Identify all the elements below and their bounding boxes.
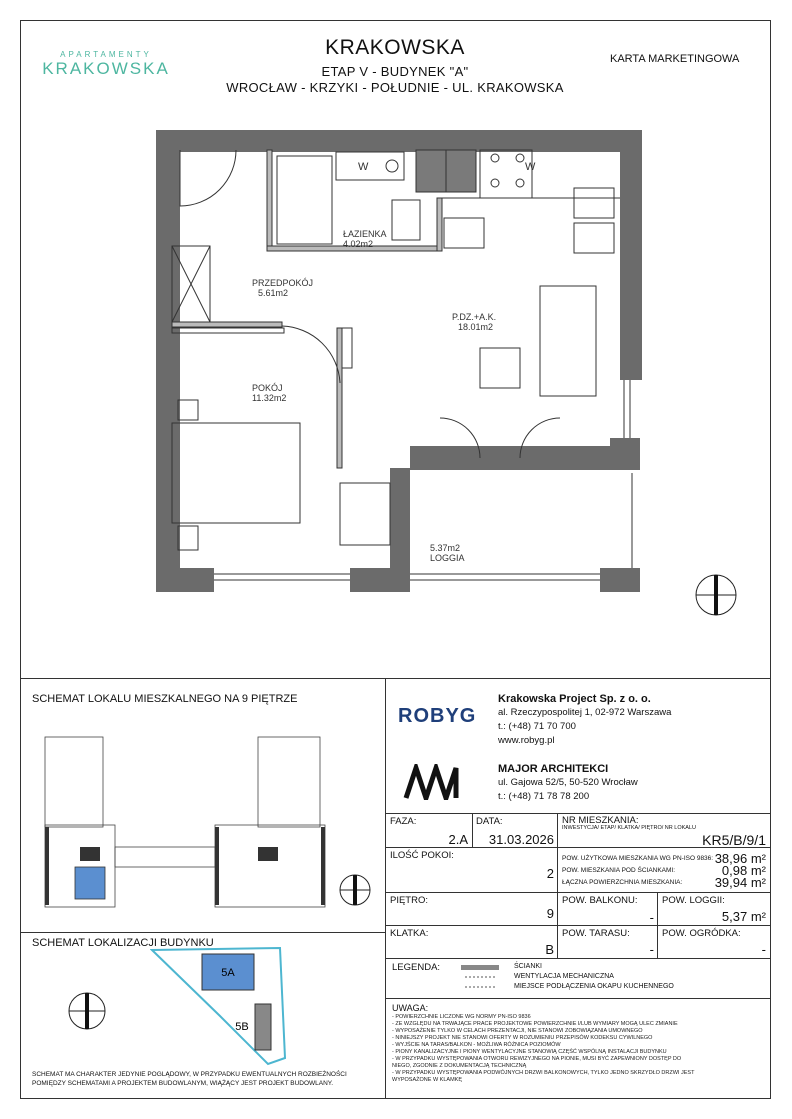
note-5: - WYJŚCIE NA TARAS/BALKON - MOŻLIWA RÓŻNICA POZIOMÓW (392, 1042, 561, 1048)
developer-info (498, 692, 671, 748)
pu-label: POW. UŻYTKOWA MIESZKANIA WG PN-ISO 9836: (562, 855, 714, 862)
robyg-logo: ROBYG (398, 705, 477, 727)
loggia-label: POW. LOGGII: (662, 895, 725, 906)
architect-name: MAJOR ARCHITEKCI (498, 763, 609, 775)
schema-compass-icon (338, 873, 372, 907)
developer-phone: t.: (+48) 71 70 700 (498, 721, 576, 732)
room-loggia-name: LOGGIA (430, 553, 465, 563)
notes-title: UWAGA: (392, 1003, 429, 1013)
logo (36, 50, 176, 80)
building-schema-title: SCHEMAT LOKALIZACJI BUDYNKU (32, 937, 214, 949)
pietro-value: 9 (546, 906, 554, 921)
ventilation-w1: W (358, 161, 369, 173)
notes (392, 1003, 767, 1084)
table-row5 (385, 958, 771, 959)
room-pokoj-name: POKÓJ (252, 383, 283, 393)
north-compass-icon (693, 572, 739, 618)
ps-label: POW. MIESZKANIA POD ŚCIANKAMI: (562, 867, 676, 874)
divider-schema (20, 932, 385, 933)
klatka-label: KLATKA: (390, 928, 429, 939)
room-przedpokoj (252, 278, 313, 298)
pu-value: 38,96 m² (714, 851, 766, 866)
legend-item-wentylacja: WENTYLACJA MECHANICZNA (514, 973, 614, 980)
developer-address: al. Rzeczypospolitej 1, 02-972 Warszawa (498, 707, 672, 718)
legend-icons (455, 962, 505, 994)
pl-value: 39,94 m² (714, 875, 766, 890)
note-3: - WYPOSAŻENIE TYLKO W CELACH PREZENTACJI, NIE STANOWI ZOBOWIĄZANIA UMOWNEGO (392, 1028, 643, 1034)
room-pokoj (252, 383, 286, 403)
room-pdz (452, 312, 496, 332)
faza-value: 2.A (448, 832, 468, 847)
location-compass-icon (66, 990, 108, 1032)
architect-info (498, 762, 638, 804)
floor-plan (150, 128, 650, 598)
card-type: KARTA MARKETINGOWA (610, 53, 740, 65)
legend-title: LEGENDA: (392, 962, 441, 973)
building-5b-label: 5B (235, 1021, 249, 1033)
room-lazienka-name: ŁAZIENKA (343, 229, 387, 239)
nr-value: KR5/B/9/1 (702, 832, 766, 848)
nr-label: NR MIESZKANIA: (562, 815, 639, 826)
klatka-value: B (545, 942, 554, 957)
ogrodka-value: - (761, 942, 766, 957)
note-2: - ZE WZGLĘDU NA TRWAJĄCE PRACE PROJEKTOWE POWIERZCHNIE I/LUB WYMIARY MOGĄ ULEC ZMIANIE (392, 1021, 678, 1027)
loggia-value: 5,37 m² (721, 909, 766, 924)
location-text: WROCŁAW - KRZYKI - POŁUDNIE - UL. KRAKOWSKA (226, 80, 564, 95)
table-col3 (657, 892, 658, 958)
legend-item-scianki: ŚCIANKI (514, 963, 543, 970)
balkon-label: POW. BALKONU: (562, 895, 638, 906)
logo-line2: KRAKOWSKA (42, 59, 170, 78)
note-6: - PIONY KANALIZACYJNE I PIONY WENTYLACYJNE STANOWIĄ CZĘŚĆ WSPÓLNĄ INSTALACJI BUDYNKU (392, 1049, 667, 1055)
data-value: 31.03.2026 (488, 832, 554, 847)
note-1: - POWIERZCHNIE LICZONE WG NORMY PN-ISO 9836 (392, 1014, 531, 1020)
ventilation-w2: W (525, 161, 536, 173)
divider-vertical (385, 678, 386, 1099)
note-9: - W PRZYPADKU WYSTĘPOWANIA PODWÓJNYCH DRZWI BALKONOWYCH, TYLKO JEDNO SKRZYDŁO DRZWI JEST (392, 1070, 695, 1076)
developer-name: Krakowska Project Sp. z o. o. (498, 693, 651, 705)
room-lazienka-area: 4.02m2 (343, 239, 374, 249)
floor-schema-title: SCHEMAT LOKALU MIESZKALNEGO NA 9 PIĘTRZE (32, 693, 298, 705)
room-pokoj-area: 11.32m2 (252, 393, 287, 403)
divider-middle (20, 678, 771, 679)
developer-web: www.robyg.pl (498, 735, 555, 746)
room-loggia (430, 543, 465, 563)
taras-label: POW. TARASU: (562, 928, 630, 939)
table-row4 (385, 925, 771, 926)
pietro-label: PIĘTRO: (390, 895, 429, 906)
room-loggia-area: 5.37m2 (430, 543, 461, 553)
pl-label: ŁĄCZNA POWIERZCHNIA MIESZKANIA: (562, 879, 683, 886)
page-title: KRAKOWSKA (325, 36, 465, 59)
architect-logo-icon (402, 764, 462, 800)
disclaimer-line2: POMIĘDZY SCHEMATAMI A PROJEKTEM BUDOWLANYM, WIĄŻĄCY JEST PROJEKT BUDOWLANY. (32, 1080, 334, 1087)
room-przedpokoj-area: 5.61m2 (258, 288, 289, 298)
room-przedpokoj-name: PRZEDPOKÓJ (252, 278, 314, 288)
pokoi-value: 2 (546, 866, 554, 881)
table-row6 (385, 998, 771, 999)
table-col2 (557, 813, 558, 958)
note-7: - W PRZYPADKU WYSTĘPOWANIA OTWORU REWIZYJNEGO NA PIONIE, MUSI BYĆ ZAPEWNIONY DOSTĘP DO (392, 1056, 682, 1062)
building-schema (150, 946, 300, 1066)
ps-value: 0,98 m² (721, 863, 766, 878)
legend-items (514, 962, 674, 992)
table-top (385, 813, 771, 814)
faza-label: FAZA: (390, 816, 417, 827)
balkon-value: - (649, 910, 654, 925)
floor-schema (40, 735, 380, 915)
data-label: DATA: (476, 816, 503, 827)
room-pdz-name: P.DZ.+A.K. (452, 312, 497, 322)
architect-address: ul. Gajowa 52/5, 50-520 Wrocław (498, 777, 638, 788)
building-5a-label: 5A (221, 967, 235, 979)
architect-phone: t.: (+48) 71 78 78 200 (498, 791, 590, 802)
note-4: - NINIEJSZY PROJEKT NIE STANOWI OFERTY W ROZUMIENIU PRZEPISÓW KODEKSU CYWILNEGO (392, 1035, 653, 1041)
table-col1 (472, 813, 473, 847)
room-lazienka (343, 229, 387, 249)
note-10: WYPOSAŻONE W KLAMKĘ (392, 1077, 462, 1083)
logo-line1: APARTAMENTY (60, 50, 152, 59)
table-row3 (385, 892, 771, 893)
ogrodka-label: POW. OGRÓDKA: (662, 928, 741, 939)
room-pdz-area: 18.01m2 (458, 322, 494, 332)
pokoi-label: ILOŚĆ POKOI: (390, 850, 454, 861)
schema-disclaimer (32, 1070, 347, 1088)
etap-text: ETAP V - BUDYNEK "A" (321, 64, 469, 79)
disclaimer-line1: SCHEMAT MA CHARAKTER JEDYNIE POGLĄDOWY, W PRZYPADKU EWENTUALNYCH ROZBIEŻNOŚCI (32, 1071, 347, 1078)
legend-item-okap: MIEJSCE PODŁĄCZENIA OKAPU KUCHENNEGO (514, 983, 674, 990)
note-8: NIEGO, ZGODNIE Z DOKUMENTACJĄ TECHNICZNĄ (392, 1063, 527, 1069)
nr-sub-label: INWESTYCJA/ ETAP/ KLATKA/ PIĘTRO/ NR LOKALU (562, 825, 696, 831)
taras-value: - (649, 942, 654, 957)
